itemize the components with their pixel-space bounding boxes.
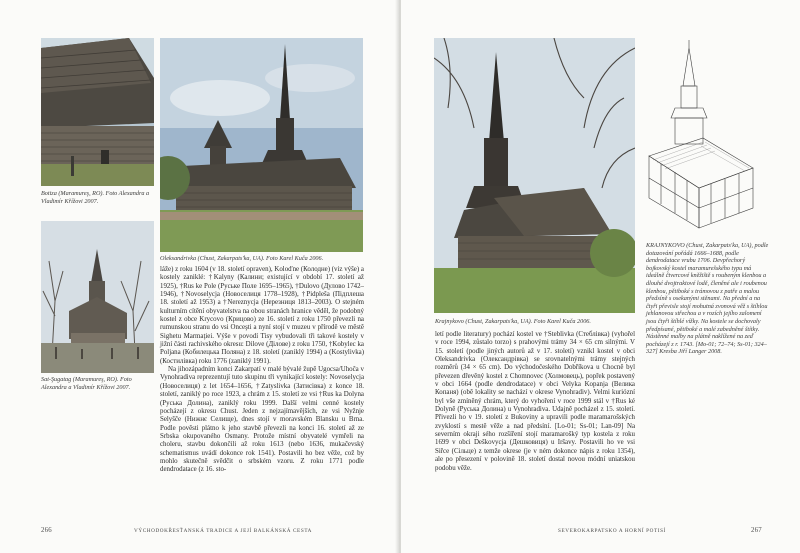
left-body-text [160, 266, 364, 475]
left-page [0, 0, 399, 553]
photo-botiza [41, 38, 154, 186]
photo-krajnykovo [434, 38, 635, 313]
page-number-right: 267 [751, 527, 762, 534]
left-paragraph-1: láže) z roku 1604 (v 18. století opraven), Koloďne (Колодне) (viz výše) a kostely zaniklé: †Kalyny (Калини; existující v období 17. století až 1925), †Rus ke Pole (Руське Поле 1695–1965), †Dulovo (Дулово 1742–1946), †Novoselycja (Новоселиця 1778–1928), †Pidplešа (Підплеша 18. století až 1953) a †Nereznycja (Нерезниця 1813–2003). O stejném kulturním cítění obyvatelstva na obou stranách hranice věděl, že podobný kostel z obce Krycovo (Крицово) ze 16. století z roku 1750 převezli na rumunskou stranu do vsi Onceşti a nyní stojí v muzeu v přírodě ve městě Sighetu Marmaţiei. Výše v povodí Tisy vybudovali tři takové kostely v jižní části rachivského okresu: Dilove (Ділове) z roku 1750, †Kobylec ka Poljana (Кобилецька Поляна) z 18. století (zaniklý 1994) a (Kostylivka) (Костилівка) roku 1776 (zaniklý 1991). [160, 266, 364, 365]
drawing-krajnykovo [641, 38, 761, 240]
caption-oleksandrivka: Oleksandrivka (Chust, Zakarpats'ka, UA). Foto Karel Kuča 2006. [160, 255, 324, 262]
page-number-left: 266 [41, 527, 52, 534]
caption-krajnykovo-drawing: KRAJNYKOVO (Chust, Zakarpats'ka, UA), podle dotazování pořádá 1666–1688, podle dendrodatace vrubu 1706. Devpřechorý bojkovský kostel maramurešského typu má ideálně čtvercové kněžiště s roubeným klenbou a dlouhé dvojtraktové lodě, členěné ale i roubenou klenbou, pětiboké s trámovou z patře a malou předsíně s osekanými stěnami. Na přední a na čtyři převisle stojí mohutná zvonová věž s štíhlou jehlanovou střechou a v rozích jejího zalomení jsou čtyři štíhlé vížky. Na kostele se dochovaly předpísané, pětiboké a malé zabedněné štítky. Nástěnné malby na plátně naklížené na zeď pocházejí z r. 1743. [Mo-01; 72–74; Ss-01; 324–327] Kresba Jiří Langer 2008. [646, 242, 769, 356]
running-head-right: SEVEROKARPATSKO A HORNÍ POTISÍ [558, 528, 666, 534]
running-head-left: VÝCHODOKŘESŤANSKÁ TRADICE A JEJÍ BALKÁNSKÁ CESTA [134, 528, 313, 534]
caption-krajnykovo: Krajnykovo (Chust, Zakarpats'ka, UA). Foto Karel Kuča 2006. [435, 318, 591, 325]
right-paragraph-1: letí podle literatury) pochází kostel ve †Steblivka (Стеблівка) (vyhořel v roce 1994, zůstalo torzo) s prahovými trámy 34 × 65 cm silnými. V 15. století (podle jiných autorů až v 17. století) vznikl kostel v obci Oleksandrivka (Олександрівка) se srovnatelnými trámy stejných rozměrů (34 × 65 cm). Do východočeského Dobříkova u Chocně byl převezen dřevěný kostel z Chomnovec (Холмовець), popřek postavený v obci 1664 (podle dendrodatace) v obci Velyka Kopanja (Велика Копаня) (obě lokality se nachází v okrese Vynohradiv). Velmi kuriózní byl vše zmíněný chrám, který do vyhoření v roce 1999 stál v †Rus ké Dolyně (Руська Долина) u Vynohradiva. Udajně pocházel z 15. století. Přivezli ho v 19. století z Bukoviny a upravili podle maramarošských zvyklostí s mestě věže a nad předsíní. [Lo-01; Ss-01; Lan-09] Na severním okraji sého rozšíření stojí maramarošký typ kostela z roku 1699 v obci Deškovycja (Дешковиця) u Iršavy. Postavili ho ve vsi Siřce (Сільце) z temže okrese (je v ném dokonce nápis z roku 1354), ale po přesezení v polovině 18. století dostal novou módní uniatskou podobu věže. [435, 331, 635, 472]
right-body-text [435, 331, 635, 473]
photo-oleksandrivka [160, 38, 363, 252]
right-page [401, 0, 800, 553]
caption-botiza: Botiza (Maramureş, RO). Foto Alexandra a Vladimír Křížovi 2007. [41, 190, 150, 205]
photo-sat-sugatag [41, 221, 154, 373]
left-paragraph-2: Na jihozápadním konci Zakarpatí v malé bývalé župě Ugocsa/Uhoča v Vynohradiva reprezentují tuto skupinu tři vynikající kostely: Novoselycja (Новоселиця) z let 1654–1656, †Zatyslivka (Затисівка) z konce 18. století, zaniklý po roce 1923, a chrám z 15. století ze vsi †Rus ka Dolyna (Руська Долина), zaniklý roku 1999. Další velmi cenné kostely pocházejí z okresu Chust. Jeden z nejzajímavějších, ze vsi Nyžnje Selyšče (Нижнє Селище), dnes stojí v moravském Blansku u Brna. Podle pověsti plátno k jeho stavbě převezli na konci 16. století až ze Srbska okupovaného Osmany. Protože místní obyvatelé vymřeli na choleru, stavbu dokončili až roku 1613 (nebo 1636, mukačevský schematismus uvádí dokonce rok 1541). Postavili ho bez věže, což by mohlo skutečně svědčit o srbském vzoru. Z roku 1771 podle dendrodatace (z 16. sto- [160, 366, 364, 474]
caption-sat-sugatag: Sat-Şugatag (Maramureş, RO). Foto Alexandra a Vladimír Křížovi 2007. [41, 376, 132, 391]
